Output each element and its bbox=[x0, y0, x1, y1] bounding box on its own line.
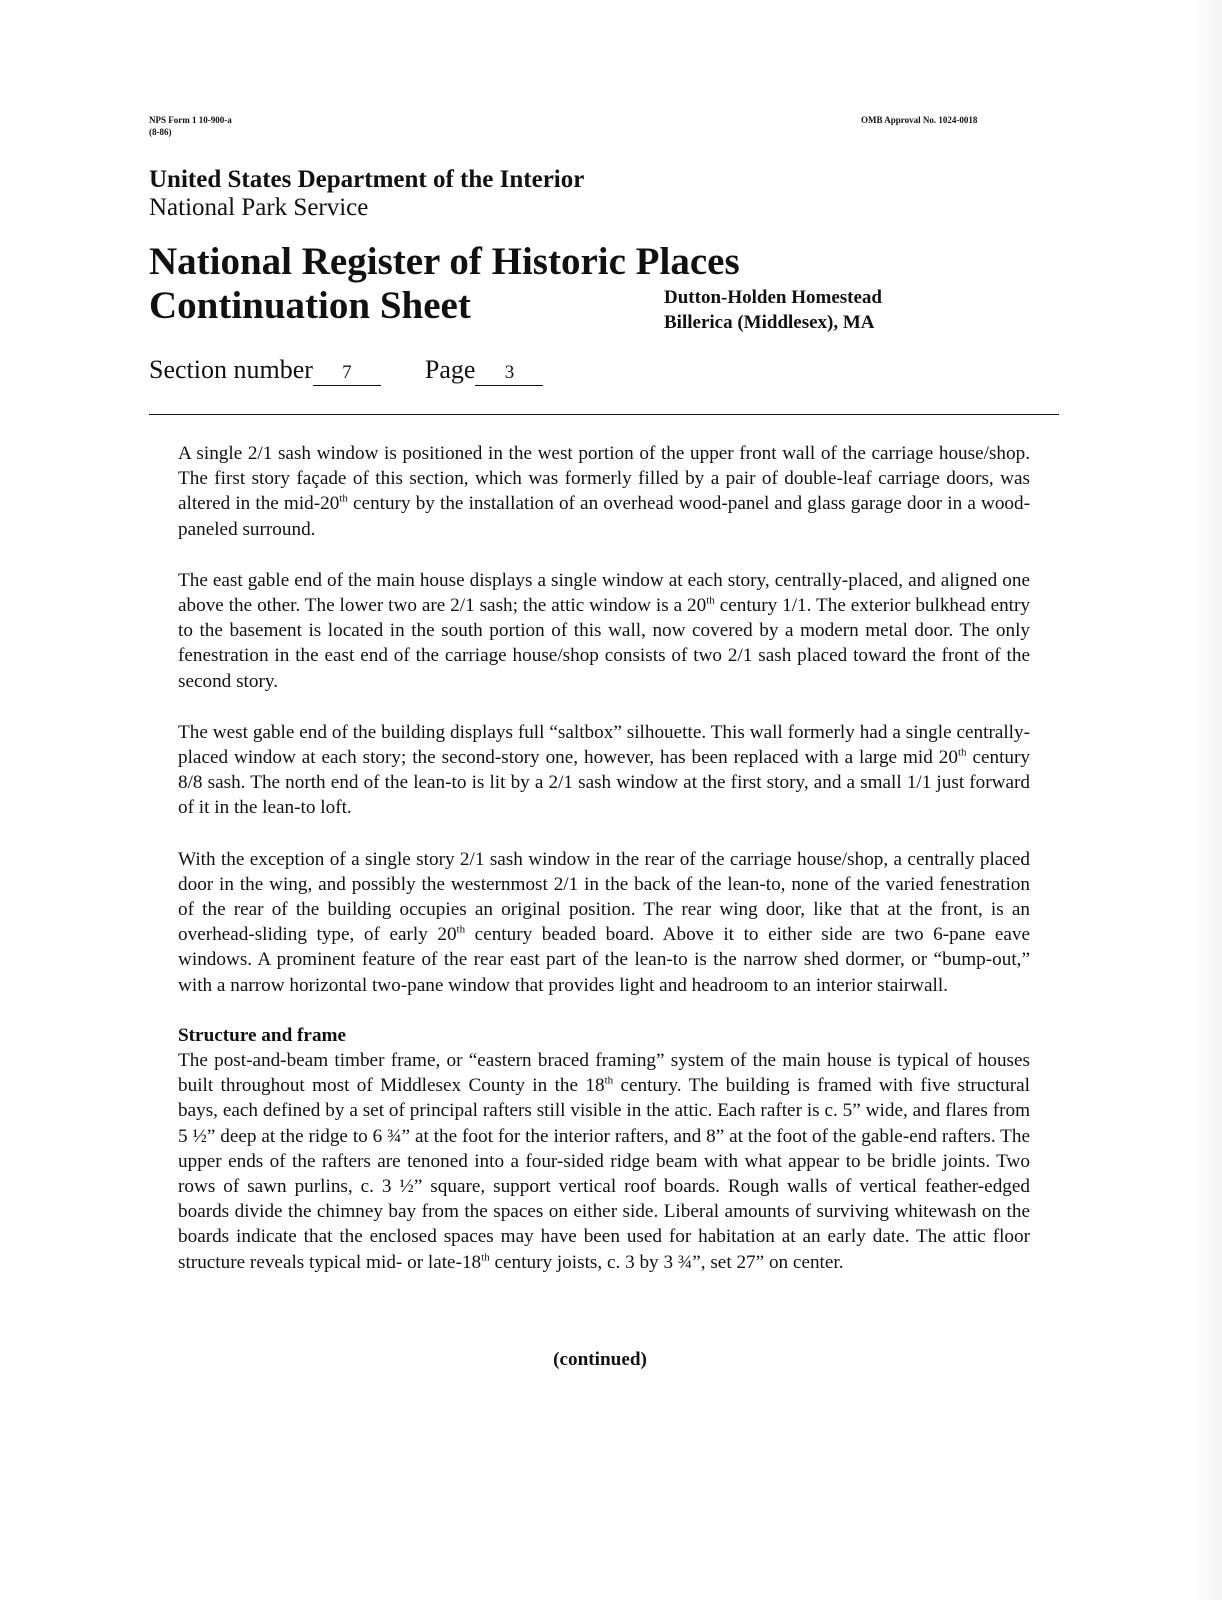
body-text bbox=[178, 441, 1030, 1275]
service-name: National Park Service bbox=[149, 194, 369, 221]
form-identifier bbox=[149, 114, 232, 138]
title-line-2: Continuation Sheet bbox=[149, 284, 471, 327]
property-block bbox=[664, 285, 882, 335]
section-heading-structure: Structure and frame bbox=[178, 1024, 347, 1046]
paragraph-2: The east gable end of the main house displays a single window at each story, centrally-placed, and aligned one above the other. The lower two are 2/1 sash; the attic window is a 20th century 1/1. The exterior bulkhead entry to the basement is located in the south portion of this wall, now covered by a modern metal door. The only fenestration in the east end of the carriage house/shop consists of two 2/1 sash placed toward the front of the second story. bbox=[178, 569, 1030, 692]
page-label: Page bbox=[424, 355, 476, 384]
paragraph-4: With the exception of a single story 2/1 sash window in the rear of the carriage house/shop, a centrally placed door in the wing, and possibly the westernmost 2/1 in the back of the lean-to, none of the varied fenestration of the rear of the building occupies an original position. The rear wing door, like that at the front, is an overhead-sliding type, of early 20th century beaded board. Above it to either side are two 6-pane eave windows. A prominent feature of the rear east part of the lean-to is the narrow shed dormer, or “bump-out,” with a narrow horizontal two-pane window that provides light and headroom to an interior stairwall. bbox=[178, 848, 1031, 996]
header-divider bbox=[149, 414, 1059, 415]
department-name: United States Department of the Interior bbox=[149, 166, 585, 193]
section-label: Section number bbox=[149, 355, 313, 384]
section-page-line bbox=[149, 354, 543, 386]
page-number-value: 3 bbox=[475, 361, 543, 386]
agency-block bbox=[149, 166, 584, 222]
title-line-1: National Register of Historic Places bbox=[149, 240, 740, 283]
document-title bbox=[149, 240, 740, 328]
property-name: Dutton-Holden Homestead bbox=[664, 287, 882, 308]
paragraph-1: A single 2/1 sash window is positioned in the west portion of the upper front wall of the carriage house/shop. The first story façade of this section, which was formerly filled by a pair of double-leaf carriage doors, was altered in the mid-20th century by the installation of an overhead wood-panel and glass garage door in a wood-paneled surround. bbox=[178, 443, 1030, 540]
omb-approval: OMB Approval No. 1024-0018 bbox=[861, 115, 978, 125]
form-date: (8-86) bbox=[149, 127, 172, 137]
paragraph-3: The west gable end of the building displays full “saltbox” silhouette. This wall formerly had a single centrally-placed window at each story; the second-story one, however, has been replaced with a large mid 20th century 8/8 sash. The north end of the lean-to is lit by a 2/1 sash window at the first story, and a small 1/1 just forward of it in the lean-to loft. bbox=[178, 721, 1030, 819]
paragraph-5: The post-and-beam timber frame, or “eastern braced framing” system of the main house is typical of houses built throughout most of Middlesex County in the 18th century. The building is framed with five structural bays, each defined by a set of principal rafters still visible in the attic. Each rafter is c. 5” wide, and flares from 5 ½” deep at the ridge to 6 ¾” at the foot for the interior rafters, and 8” at the foot of the gable-end rafters. The upper ends of the rafters are tenoned into a four-sided ridge beam with what appear to be bridle joints. Two rows of sawn purlins, c. 3 ½” square, support vertical roof boards. Rough walls of vertical feather-edged boards divide the chimney bay from the spaces on either side. Liberal amounts of surviving whitewash on the boards indicate that the enclosed spaces may have been used for habitation at an early date. The attic floor structure reveals typical mid- or late-18th century joists, c. 3 by 3 ¾”, set 27” on center. bbox=[178, 1050, 1030, 1273]
property-location: Billerica (Middlesex), MA bbox=[664, 312, 875, 333]
section-number-value: 7 bbox=[313, 361, 381, 386]
continued-marker: (continued) bbox=[553, 1349, 647, 1370]
form-number: NPS Form 1 10-900-a bbox=[149, 115, 232, 125]
